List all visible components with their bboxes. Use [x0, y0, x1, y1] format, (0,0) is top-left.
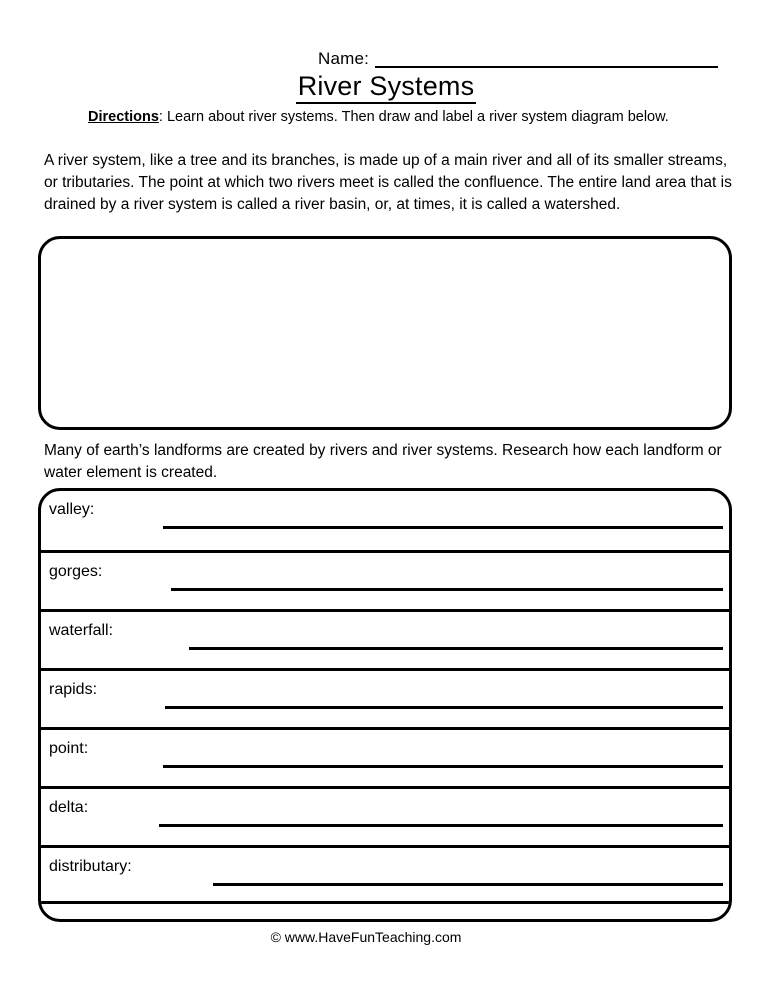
directions-text: : Learn about river systems. Then draw and label a river system diagram below.	[158, 109, 669, 125]
footer-copyright: © www.HaveFunTeaching.com	[270, 929, 462, 945]
directions	[88, 108, 688, 127]
landform-row	[41, 491, 729, 550]
landform-row	[41, 786, 729, 845]
research-paragraph: Many of earth’s landforms are created by rivers and river systems. Research how each landform or water element is created.	[44, 442, 722, 481]
landform-answer-blank[interactable]	[165, 706, 723, 709]
name-label: Name:	[318, 49, 370, 68]
landform-row	[41, 727, 729, 786]
directions-label: Directions	[88, 109, 159, 125]
landform-label: valley:	[49, 501, 95, 518]
landform-label: point:	[49, 740, 89, 757]
landform-row	[41, 609, 729, 668]
landform-answer-table	[38, 488, 732, 922]
landform-answer-blank[interactable]	[171, 588, 723, 591]
landform-answer-blank[interactable]	[163, 526, 723, 529]
landform-label: distributary:	[49, 858, 132, 875]
landform-answer-blank[interactable]	[159, 824, 723, 827]
body-paragraph: A river system, like a tree and its branches, is made up of a main river and all of its smaller streams, or tributaries. The point at which two rivers meet is called the confluence. The entire land area that is drained by a river system is called a river basin, or, at times, it is called a watershed.	[44, 152, 732, 213]
name-input-blank[interactable]	[375, 49, 718, 68]
page-title	[0, 70, 772, 102]
page-title-text: River Systems	[296, 71, 477, 104]
landform-answer-blank[interactable]	[163, 765, 723, 768]
landform-label: delta:	[49, 799, 89, 816]
landform-answer-blank[interactable]	[213, 883, 723, 886]
name-row	[318, 44, 718, 68]
landform-label: waterfall:	[49, 622, 114, 639]
landform-answer-blank[interactable]	[189, 647, 723, 650]
landform-label: gorges:	[49, 563, 103, 580]
landform-label: rapids:	[49, 681, 98, 698]
diagram-drawing-area[interactable]	[38, 236, 732, 430]
landform-row	[41, 550, 729, 609]
landform-row	[41, 668, 729, 727]
landform-row	[41, 845, 729, 904]
